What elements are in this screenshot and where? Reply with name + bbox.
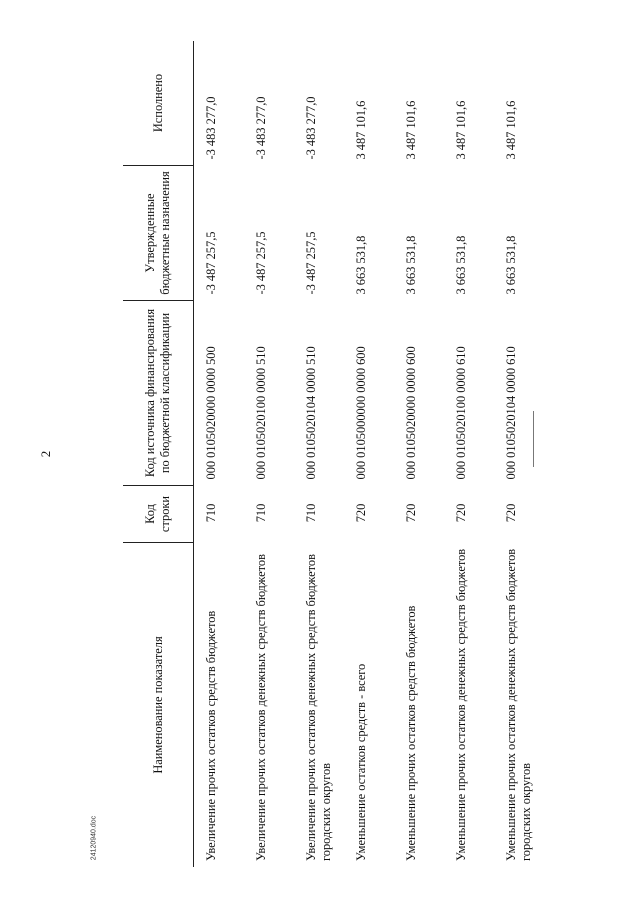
row-approved: 3 663 531,8 <box>404 235 418 295</box>
header-approved: Утвержденные бюджетные назначения <box>123 166 194 301</box>
row-source-code: 000 0105020000 0000 500 <box>204 346 218 480</box>
financing-sources-table <box>123 41 544 867</box>
table-row <box>244 41 294 867</box>
table-header-row <box>123 41 194 867</box>
row-code: 720 <box>354 503 368 523</box>
row-approved: -3 487 257,5 <box>304 231 318 295</box>
table-row <box>194 41 245 867</box>
row-code: 720 <box>454 503 468 523</box>
row-name: Увеличение прочих остатков денежных средств бюджетов городских округов <box>304 554 333 861</box>
row-executed: 3 487 101,6 <box>454 100 468 160</box>
row-name: Увеличение прочих остатков средств бюджетов <box>204 610 218 861</box>
document-filename: 24120940.doc <box>90 815 98 861</box>
row-source-code: 000 0105000000 0000 600 <box>354 346 368 480</box>
table-row <box>494 41 544 867</box>
row-name: Уменьшение прочих остатков денежных средств бюджетов <box>454 548 468 861</box>
row-name: Уменьшение остатков средств - всего <box>354 663 368 861</box>
row-executed: 3 487 101,6 <box>404 100 418 160</box>
row-name: Уменьшение прочих остатков денежных средств бюджетов городских округов <box>504 548 533 861</box>
row-executed: -3 483 277,0 <box>304 96 318 160</box>
row-code: 720 <box>404 503 418 523</box>
row-code: 720 <box>504 503 518 523</box>
header-row-code: Код строки <box>123 486 194 543</box>
row-code: 710 <box>254 503 268 523</box>
header-executed: Исполнено <box>123 41 194 166</box>
row-approved: -3 487 257,5 <box>204 231 218 295</box>
row-source-code: 000 0105020104 0000 610 <box>504 346 518 480</box>
row-code: 710 <box>304 503 318 523</box>
row-approved: 3 663 531,8 <box>504 235 518 295</box>
row-executed: -3 483 277,0 <box>204 96 218 160</box>
row-approved: 3 663 531,8 <box>354 235 368 295</box>
header-name: Наименование показателя <box>123 543 194 868</box>
table-row <box>344 41 394 867</box>
row-code: 710 <box>204 503 218 523</box>
row-name: Уменьшение прочих остатков средств бюджетов <box>404 605 418 861</box>
row-approved: 3 663 531,8 <box>454 235 468 295</box>
row-executed: -3 483 277,0 <box>254 96 268 160</box>
page-number: 2 <box>38 450 53 458</box>
row-source-code: 000 0105020000 0000 600 <box>404 346 418 480</box>
row-source-code: 000 0105020104 0000 510 <box>304 346 318 480</box>
table-row <box>294 41 344 867</box>
header-source-code: Код источника финансирования по бюджетной классификации <box>123 301 194 486</box>
row-name: Увеличение прочих остатков денежных средств бюджетов <box>254 554 268 861</box>
table-row <box>444 41 494 867</box>
row-source-code: 000 0105020100 0000 610 <box>454 346 468 480</box>
row-executed: 3 487 101,6 <box>354 100 368 160</box>
scan-line-mark <box>533 411 534 467</box>
report-table-rotated <box>123 73 533 867</box>
row-source-code: 000 0105020100 0000 510 <box>254 346 268 480</box>
row-executed: 3 487 101,6 <box>504 100 518 160</box>
row-approved: -3 487 257,5 <box>254 231 268 295</box>
table-row <box>394 41 444 867</box>
